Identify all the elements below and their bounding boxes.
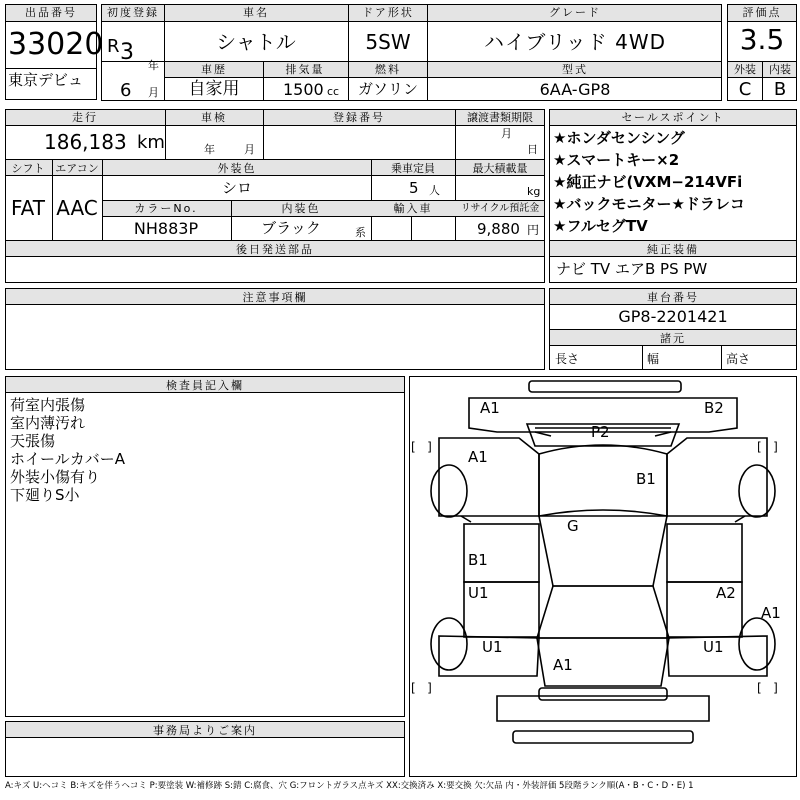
- divider: [5, 304, 545, 305]
- sales-point: ★スマートキー×2: [553, 151, 680, 169]
- load-unit: kg: [527, 185, 541, 198]
- reg-no-label: 登録番号: [333, 111, 385, 124]
- divider: [455, 109, 456, 160]
- width-label: 幅: [647, 352, 660, 366]
- ext-color: シロ: [221, 179, 253, 197]
- right-rear-wheel-outline: [739, 618, 775, 670]
- interior-grade: B: [773, 79, 787, 100]
- int-color-suffix: 系: [355, 226, 366, 239]
- yen-unit: 円: [527, 223, 540, 237]
- divider: [263, 109, 264, 160]
- roof-outline: [539, 516, 667, 586]
- tire-bracket: [ ]: [411, 440, 432, 454]
- load-label: 最大積載量: [472, 162, 528, 175]
- mileage: 186,183: [44, 130, 127, 154]
- car-name: シャトル: [216, 30, 296, 54]
- damage-mark: U1: [468, 584, 489, 602]
- divider: [549, 125, 797, 126]
- chassis-label: 車台番号: [647, 291, 699, 304]
- era: R: [107, 36, 120, 57]
- damage-mark: U1: [482, 638, 503, 656]
- history-label: 車歴: [201, 63, 227, 76]
- inspector-label: 検査員記入欄: [166, 379, 244, 392]
- divider: [549, 345, 797, 346]
- color-no: NH883P: [133, 219, 199, 238]
- first-reg-label: 初度登録: [107, 6, 159, 19]
- office-label: 事務局よりご案内: [153, 724, 257, 737]
- tire-bracket: [ ]: [757, 440, 778, 454]
- inspector-note: 外装小傷有り: [10, 468, 101, 486]
- left-rear-wheel-outline: [431, 618, 467, 670]
- inspector-note: 下廻りS小: [10, 486, 80, 504]
- lot-label: 出品番号: [25, 6, 77, 19]
- inspector-note: ホイールカバーA: [10, 450, 125, 468]
- door-type: 5SW: [365, 30, 411, 54]
- year-unit: 年: [148, 59, 159, 72]
- sales-points-label: セールスポイント: [621, 111, 725, 124]
- divider: [549, 256, 797, 257]
- divider: [164, 4, 165, 62]
- divider: [164, 77, 722, 78]
- height-label: 高さ: [726, 352, 751, 366]
- recycle-label: リサイクル預託金: [460, 203, 540, 214]
- damage-mark: B1: [468, 551, 488, 569]
- model-label: 型式: [562, 63, 588, 76]
- sales-point: ★純正ナビ(VXM−214VFi: [553, 173, 743, 191]
- grade-label: グレード: [549, 6, 601, 19]
- divider: [727, 21, 797, 22]
- tire-bracket: [ ]: [411, 681, 432, 695]
- divider: [348, 4, 349, 62]
- row1b-label-bg: [165, 62, 721, 77]
- equipment-label: 純正装備: [647, 243, 699, 256]
- damage-mark: B1: [636, 470, 656, 488]
- car-name-label: 車名: [243, 6, 269, 19]
- shift-label: シフト: [11, 162, 45, 175]
- front-bumper-outline: [529, 381, 681, 392]
- inspector-note: 天張傷: [10, 432, 56, 450]
- transfer-month-unit: 月: [501, 127, 512, 140]
- int-color-label: 内装色: [281, 202, 321, 215]
- right-front-fender-outline: [667, 438, 767, 516]
- int-color: ブラック: [261, 219, 321, 237]
- tire-bracket: [ ]: [757, 681, 778, 695]
- model: 6AA-GP8: [539, 80, 611, 99]
- inspector-note: 荷室内張傷: [10, 396, 86, 414]
- sales-point: ★バックモニター★ドラレコ: [553, 195, 745, 213]
- month-unit: 月: [148, 86, 159, 99]
- rear-roof-outline: [537, 586, 669, 638]
- displacement: 1500: [283, 80, 324, 99]
- divider: [52, 159, 53, 241]
- score: 3.5: [739, 23, 785, 56]
- rear-lamp-outline: [539, 688, 667, 700]
- divider: [762, 61, 763, 101]
- debut-label: 東京デビュ: [8, 71, 84, 89]
- fuel: ガソリン: [357, 80, 419, 98]
- sales-point: ★ホンダセンシング: [553, 129, 685, 147]
- legend: A:キズ U:ヘコミ B:キズを伴うヘコミ P:要塗装 W:補修跡 S:錆 C:腐食、穴 G:フロントガラス点キズ XX:交換済み X:要交換 欠:欠品 内・外装評価 5段階ランク順(A・B・C・D・E) 1: [5, 781, 694, 791]
- divider: [5, 392, 405, 393]
- color-no-label: カラーNo.: [134, 202, 198, 215]
- displacement-label: 排気量: [285, 63, 325, 76]
- km-unit: km: [137, 132, 165, 153]
- exterior-grade: C: [738, 79, 752, 100]
- sales-point: ★フルセグTV: [553, 217, 648, 235]
- divider: [411, 216, 412, 241]
- damage-mark: A1: [468, 448, 488, 466]
- transfer-label: 譲渡書類期限: [467, 111, 533, 124]
- divider: [427, 61, 428, 101]
- divider: [642, 345, 643, 370]
- score-label: 評価点: [742, 6, 782, 19]
- seats-label: 乗車定員: [391, 162, 435, 175]
- equipment: ナビ TV エアB PS PW: [556, 260, 708, 278]
- divider: [165, 109, 166, 160]
- divider: [164, 61, 165, 101]
- dimensions-label: 諸元: [660, 332, 686, 345]
- interior-label: 内装: [769, 63, 791, 76]
- fuel-label: 燃料: [375, 63, 401, 76]
- shift: FAT: [10, 196, 46, 220]
- divider: [101, 21, 722, 22]
- damage-mark: A1: [480, 399, 500, 417]
- insp-month-unit: 月: [244, 143, 255, 156]
- later-parts-label: 後日発送部品: [236, 243, 314, 256]
- divider: [427, 4, 428, 62]
- damage-mark: U1: [703, 638, 724, 656]
- mileage-label: 走行: [72, 111, 98, 124]
- damage-mark: G: [567, 517, 579, 535]
- divider: [5, 737, 405, 738]
- inspector-note: 室内薄汚れ: [10, 414, 86, 432]
- import-label: 輸入車: [393, 202, 433, 215]
- right-front-door-outline: [667, 524, 742, 582]
- damage-mark: A1: [553, 656, 573, 674]
- divider: [348, 61, 349, 101]
- divider: [102, 216, 545, 217]
- divider: [5, 256, 545, 257]
- seats-unit: 人: [429, 184, 440, 197]
- ac: AAC: [56, 196, 98, 220]
- right-front-wheel-outline: [739, 465, 775, 517]
- divider: [5, 68, 97, 69]
- damage-mark: P2: [591, 423, 610, 441]
- month: 6: [120, 80, 132, 101]
- cc-unit: cc: [327, 85, 340, 98]
- chassis-number: GP8-2201421: [618, 307, 728, 326]
- length-label: 長さ: [555, 352, 580, 366]
- divider: [5, 125, 545, 126]
- divider: [263, 61, 264, 101]
- inspection-label: 車検: [201, 111, 227, 124]
- damage-mark: A2: [716, 584, 736, 602]
- divider: [5, 175, 545, 176]
- divider: [721, 345, 722, 370]
- lot-number: 33020: [8, 27, 104, 62]
- ext-color-label: 外装色: [217, 162, 257, 175]
- transfer-day-unit: 日: [527, 143, 538, 156]
- damage-mark: A1: [761, 604, 781, 622]
- exterior-label: 外装: [734, 63, 756, 76]
- divider: [549, 304, 797, 305]
- rear-bumper-outline: [513, 731, 693, 743]
- caution-label: 注意事項欄: [242, 291, 308, 304]
- divider: [5, 21, 97, 22]
- era-year: 3: [120, 40, 134, 65]
- history: 自家用: [188, 79, 240, 99]
- divider: [231, 200, 232, 241]
- ac-label: エアコン: [55, 162, 99, 175]
- left-front-wheel-outline: [431, 465, 467, 517]
- recycle-fee: 9,880: [477, 220, 520, 238]
- grade: ハイブリッド 4WD: [483, 30, 667, 54]
- door-label: ドア形状: [362, 6, 414, 19]
- insp-year-unit: 年: [204, 143, 215, 156]
- seats: 5: [409, 179, 419, 197]
- damage-mark: B2: [704, 399, 724, 417]
- left-front-fender-outline: [439, 438, 539, 516]
